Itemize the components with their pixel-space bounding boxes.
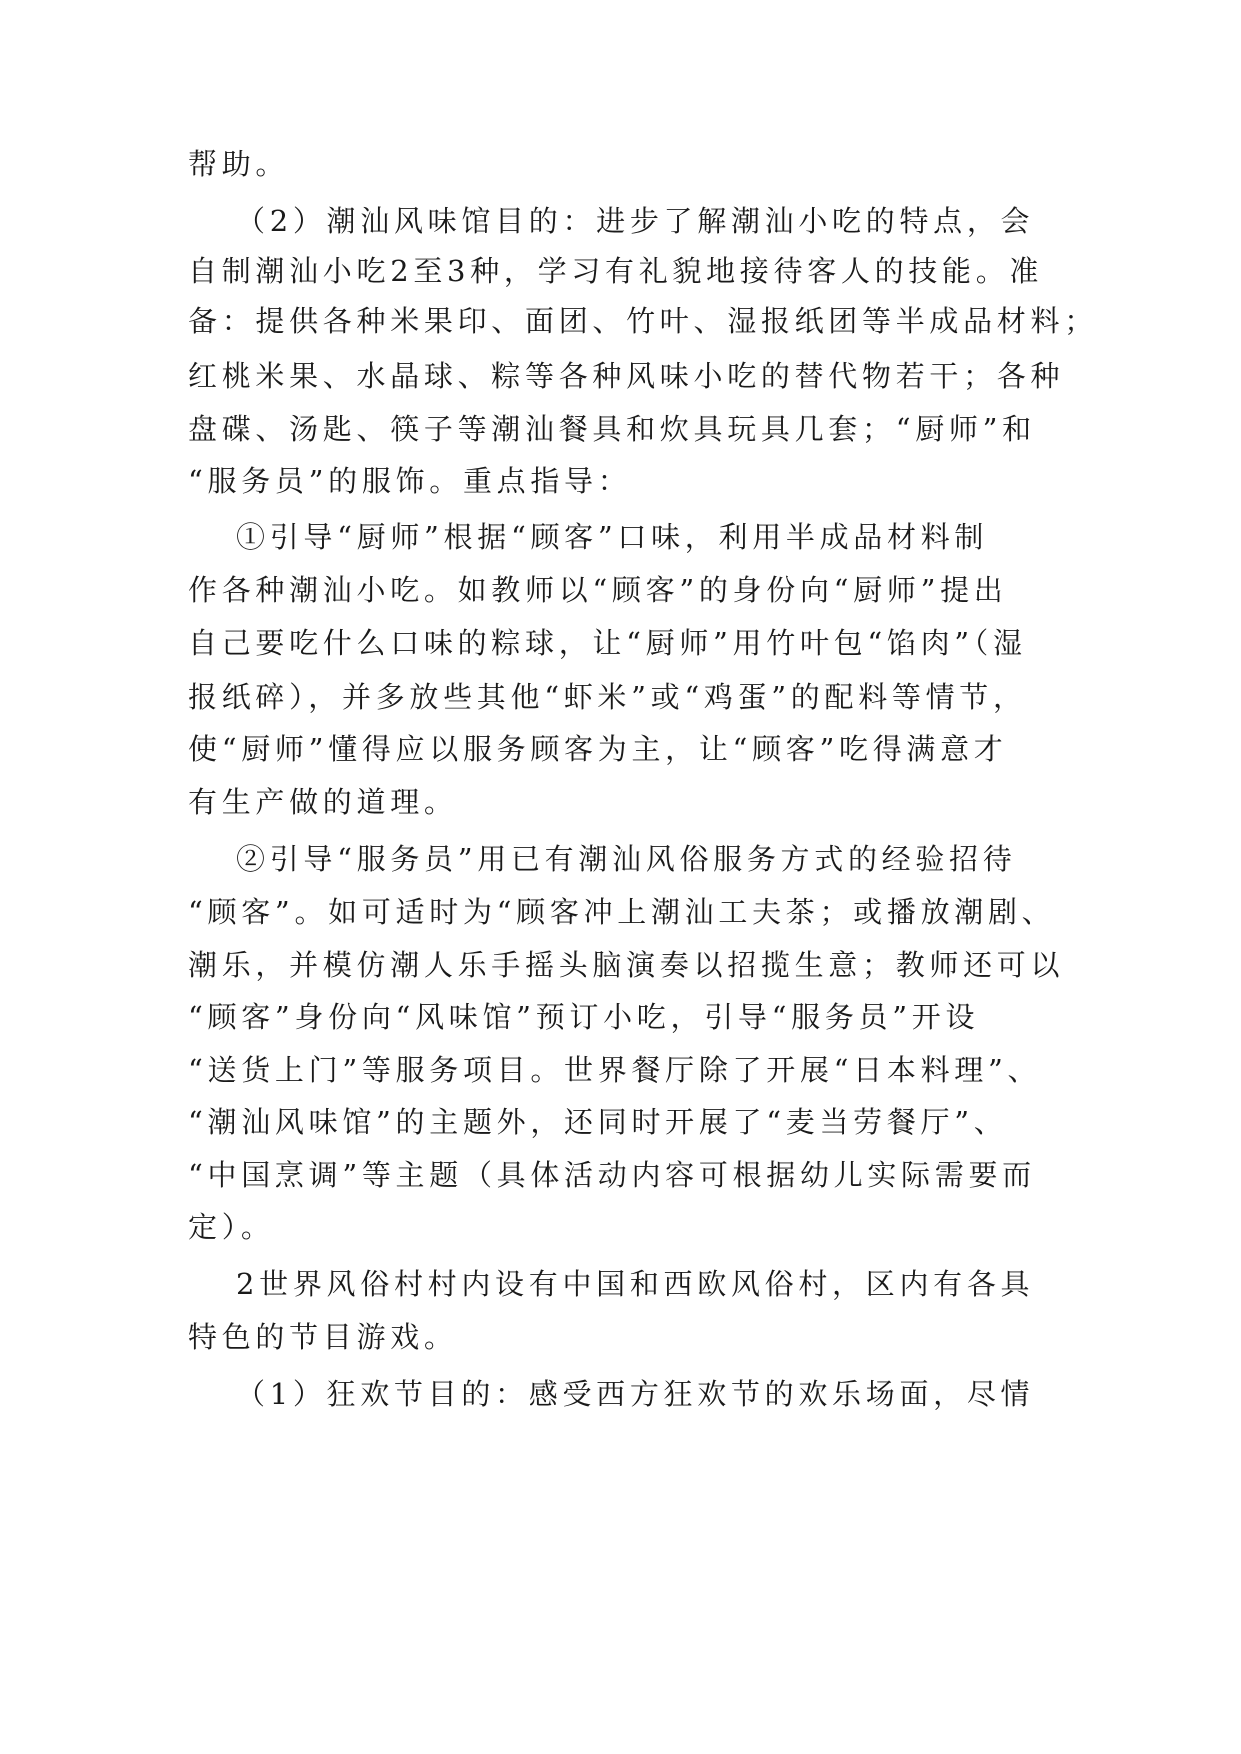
text-line: 2世界风俗村村内设有中国和西欧风俗村，区内有各具 [236,1267,1035,1301]
text-line: “顾客”身份向“风味馆”预订小吃，引导“服务员”开设 [188,1000,980,1034]
text-line: 备：提供各种米果印、面团、竹叶、湿报纸团等半成品材料； [188,304,1098,338]
text-line: “顾客”。如可适时为“顾客冲上潮汕工夫茶；或播放潮剧、 [188,895,1056,929]
text-line: 自己要吃什么口味的粽球，让“厨师”用竹叶包“馅肉”（湿 [188,626,1027,660]
text-line: ②引导“服务员”用已有潮汕风俗服务方式的经验招待 [236,842,1017,876]
text-line: 自制潮汕小吃2至3种，学习有礼貌地接待客人的技能。准 [188,254,1044,288]
text-line: 作各种潮汕小吃。如教师以“顾客”的身份向“厨师”提出 [188,573,1008,607]
text-line: 帮助。 [188,147,290,181]
text-line: 盘碟、汤匙、筷子等潮汕餐具和炊具玩具几套；“厨师”和 [188,412,1036,446]
text-line: （2）潮汕风味馆目的：进步了解潮汕小吃的特点，会 [236,204,1035,238]
text-line: （1）狂欢节目的：感受西方狂欢节的欢乐场面，尽情 [236,1377,1035,1411]
text-line: “服务员”的服饰。重点指导： [188,464,632,498]
text-line: 特色的节目游戏。 [188,1320,458,1354]
text-line: 报纸碎），并多放些其他“虾米”或“鸡蛋”的配料等情节， [188,680,1027,714]
text-line: 使“厨师”懂得应以服务顾客为主，让“顾客”吃得满意才 [188,732,1008,766]
text-line: 定）。 [188,1210,275,1244]
text-line: “送货上门”等服务项目。世界餐厅除了开展“日本料理”、 [188,1053,1042,1087]
text-line: “潮汕风味馆”的主题外，还同时开展了“麦当劳餐厅”、 [188,1105,1008,1139]
text-line: 有生产做的道理。 [188,785,458,819]
text-line: “中国烹调”等主题（具体活动内容可根据幼儿实际需要而 [188,1158,1036,1192]
text-line: 红桃米果、水晶球、粽等各种风味小吃的替代物若干；各种 [188,359,1065,393]
text-line: 潮乐，并模仿潮人乐手摇头脑演奏以招揽生意；教师还可以 [188,948,1065,982]
text-line: ①引导“厨师”根据“顾客”口味，利用半成品材料制 [236,520,989,554]
